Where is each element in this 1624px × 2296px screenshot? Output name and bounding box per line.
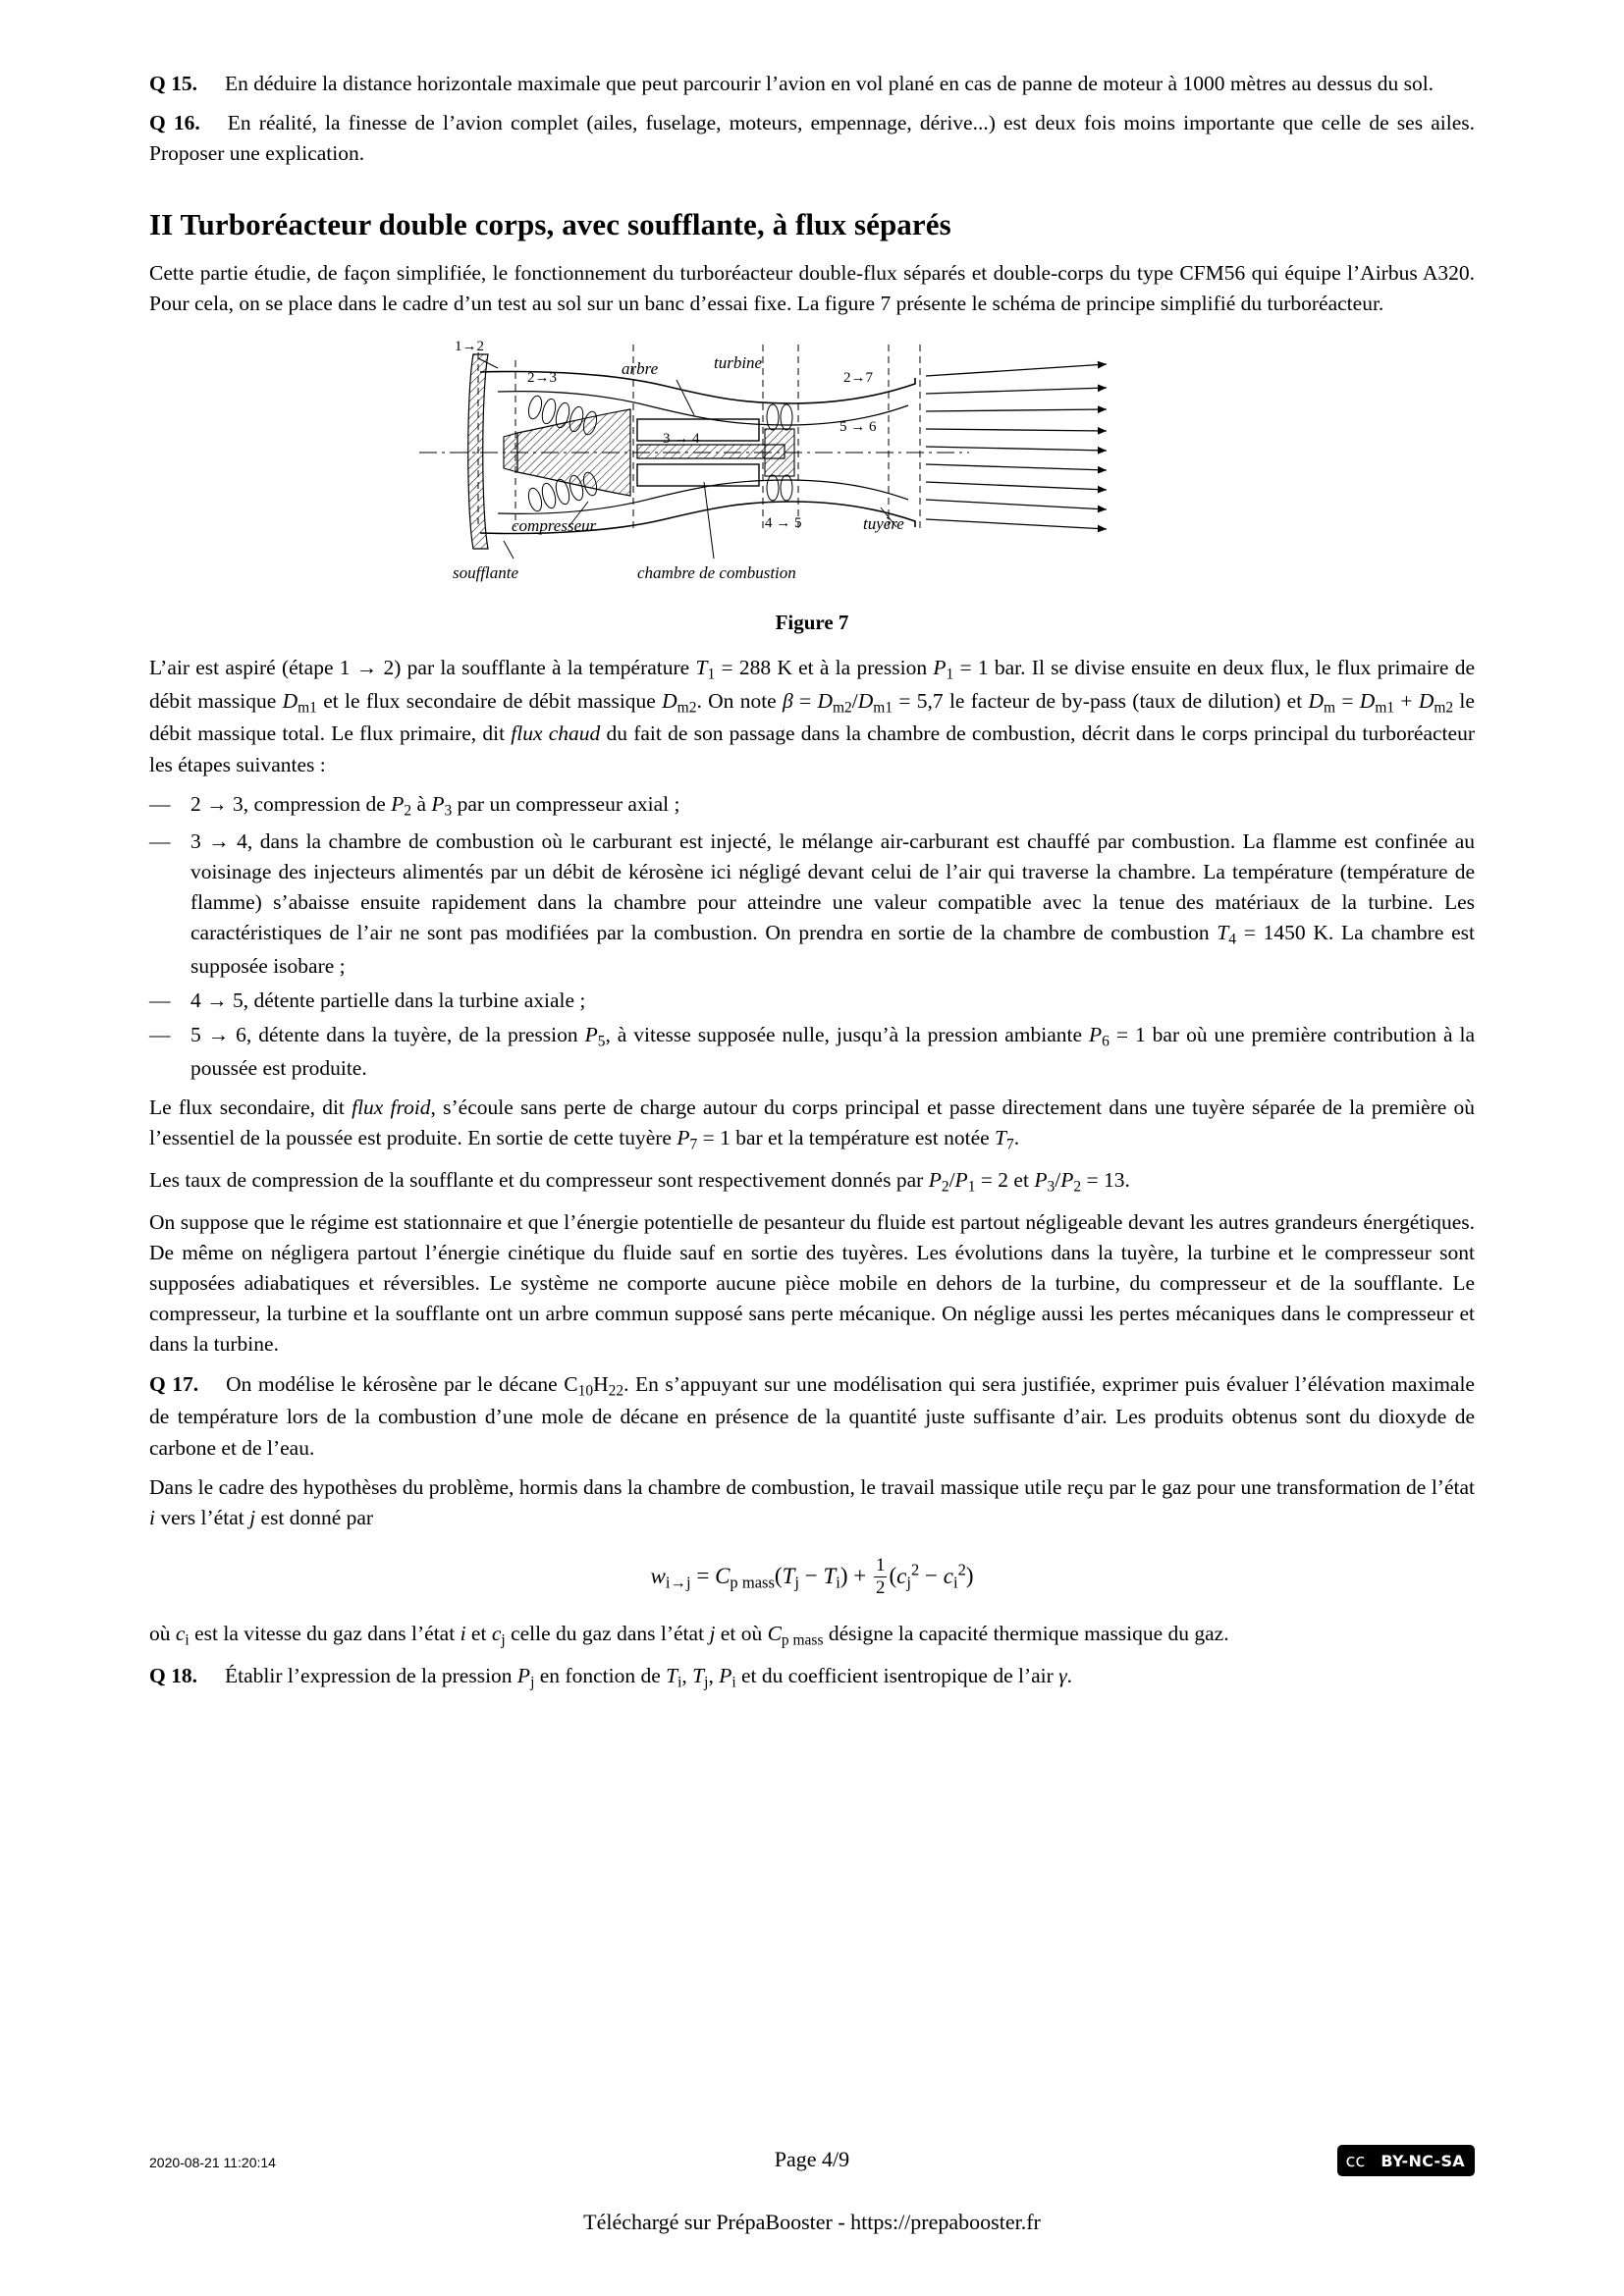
equation-travail-massique: $w_{i\to j} = C_p$ $_{mass}(T_j - T_i)$ + $\frac{1}{2}$ $(c_j^2 - c_i^2)$ (650, 1555, 974, 1599)
list-dash: — (149, 828, 171, 853)
figure-label-1-2: 1→2 (455, 338, 484, 354)
paragraph-notations: où $c_i$ est la vitesse du gaz dans l’état i et $c_j$ celle du gaz dans l’état j et où $C_p$ $_{mass}$ désigne la capacité thermique massique du gaz. (149, 1622, 1229, 1649)
question-16-text: En réalité, la finesse de l’avion complet (ailes, fuselage, moteurs, empennage, dérive...) est deux fois moins importante que celle de ses ailes. Proposer une explication. (149, 111, 1475, 166)
list-item: — 5 → 6, détente dans la tuyère, de la pression $P_5$, à vitesse supposée nulle, jusqu’à la pression ambiante $P_6 = 1$ bar où une première contribution à la poussée est produite. (149, 1020, 1475, 1084)
paragraph-flux-secondaire: Le flux secondaire, dit flux froid, s’écoule sans perte de charge autour du corps principal et passe directement dans une tuyère séparée de la première où l’essentiel de la poussée est produite. En sortie de cette tuyère $P_7 = 1$ bar et la température est notée $T_7$. (149, 1095, 1475, 1153)
figure-label-turbine: turbine (714, 352, 763, 372)
figure-label-chambre: chambre de combustion (637, 562, 796, 582)
paragraph-taux-compression: Les taux de compression de la soufflante et du compresseur sont respectivement donnés par $P_2/P_1 = 2$ et $P_3/P_2 = 13$. (149, 1168, 1130, 1196)
paragraph-hypotheses: On suppose que le régime est stationnaire et que l’énergie potentielle de pesanteur du fluide est partout négligeable devant les autres grandeurs énergétiques. De même on négligera partout l’énergie cinétique du fluide sauf en sortie des tuyères. Les évolutions dans la tuyère, la turbine et le compresseur sont supposées adiabatiques et réversibles. Le système ne comporte aucune pièce mobile en dehors de la turbine, du compresseur et de la soufflante. Le compresseur, la turbine et la soufflante ont un arbre commun supposé sans perte mécanique. On néglige aussi les pertes mécaniques dans le compresseur et dans la turbine. (149, 1209, 1475, 1357)
figure-caption: Figure 7 (775, 610, 849, 634)
question-17 (149, 1369, 1475, 1464)
paragraph-air-aspire: L’air est aspiré (étape 1 → 2) par la soufflante à la température $T_1 = 288$ K et à la pression $P_1 = 1$ bar. Il se divise ensuite en deux flux, le flux primaire de débit massique $D_{m1}$ et le flux secondaire de débit massique $D_{m2}$. On note $\beta = D_{m2}/D_{m1} = 5,7$ le facteur de by-pass (taux de dilution) et $D_m = D_{m1} + D_{m2}$ le débit massique total. Le flux primaire, dit flux chaud du fait de son passage dans la chambre de combustion, décrit dans le corps principal du turboréacteur les étapes suivantes : (149, 655, 1476, 776)
question-16 (149, 108, 1475, 169)
section-heading: II Turboréacteur double corps, avec soufflante, à flux séparés (149, 206, 951, 241)
creative-commons-badge (1337, 2145, 1475, 2176)
question-18-text: Établir l’expression de la pression $P_j$ en fonction de $T_i$, $T_j$, $P_i$ et du coefficient isentropique de l’air γ. (224, 1663, 1073, 1691)
download-source-line: Téléchargé sur PrépaBooster - https://prepabooster.fr (583, 2210, 1041, 2234)
cc-icon: cc (1338, 2146, 1372, 2175)
question-16-label: Q 16. (149, 111, 200, 135)
question-17-label: Q 17. (149, 1371, 199, 1396)
figure-label-2-7: 2→7 (843, 369, 873, 386)
figure-label-2-3: 2→3 (527, 369, 557, 386)
list-dash: — (149, 1023, 171, 1047)
question-18 (149, 1661, 1475, 1694)
list-item: — 4 → 5, détente partielle dans la turbine axiale ; (149, 986, 1475, 1016)
figure-label-arbre: arbre (622, 358, 659, 378)
figure-label-4-5: 4 → 5 (765, 514, 802, 531)
stage-list (149, 789, 1475, 1084)
paragraph-travail-massique: Dans le cadre des hypothèses du problème, hormis dans la chambre de combustion, le travail massique utile reçu par le gaz pour une transformation de l’état i vers l’état j est donné par (149, 1474, 1475, 1529)
section-intro: Cette partie étudie, de façon simplifiée, le fonctionnement du turboréacteur double-flux séparés et double-corps du type CFM56 qui équipe l’Airbus A320. Pour cela, on se place dans le cadre d’un test au sol sur un banc d’essai fixe. La figure 7 présente le schéma de principe simplifié du turboréacteur. (149, 260, 1475, 315)
figure-label-3-4: 3 → 4 (663, 430, 700, 447)
footer-page-number: Page 4/9 (774, 2147, 850, 2171)
figure-label-5-6: 5 → 6 (839, 418, 877, 435)
figure-label-compresseur: compresseur (512, 515, 597, 535)
question-15-label: Q 15. (149, 72, 197, 95)
list-dash: — (149, 791, 171, 816)
cc-license-label: BY-NC-SA (1372, 2146, 1474, 2175)
list-item: — 3 → 4, dans la chambre de combustion où le carburant est injecté, le mélange air-carburant est chauffé par combustion. La flamme est confinée au voisinage des injecteurs alimentés par un débit de kérosène ici négligé devant celui de l’air qui traverse la chambre. La température (température de flamme) s’abaisse ensuite rapidement dans la chambre pour atteindre une valeur compatible avec la tenue des matériaux de la turbine. Les caractéristiques de l’air ne sont pas modifiées par la combustion. On prendra en sortie de la chambre de combustion $T_4 = 1450$ K. La chambre est supposée isobare ; (149, 827, 1475, 982)
figure-7 (149, 335, 1475, 605)
question-18-label: Q 18. (149, 1663, 197, 1687)
figure-label-tuyere: tuyère (863, 513, 904, 533)
list-dash: — (149, 988, 171, 1012)
question-15 (149, 69, 1475, 99)
footer-timestamp: 2020-08-21 11:20:14 (149, 2155, 276, 2170)
question-15-text: En déduire la distance horizontale maximale que peut parcourir l’avion en vol plané en cas de panne de moteur à 1000 mètres au dessus du sol. (224, 72, 1435, 95)
page-footer (149, 2147, 1475, 2180)
figure-label-soufflante: soufflante (453, 562, 519, 582)
question-17-text: On modélise le kérosène par le décane $C_{10}H_{22}$. En s’appuyant sur une modélisation qui sera justifiée, exprimer puis évaluer l’élévation maximale de température lors de la combustion d’une mole de décane en présence de la quantité juste suffisante d’air. Les produits obtenus sont du dioxyde de carbone et de l’eau. (149, 1371, 1475, 1460)
list-item: — 2 → 3, compression de $P_2$ à $P_3$ par un compresseur axial ; (149, 789, 1475, 823)
turbojet-schematic (419, 335, 1205, 600)
